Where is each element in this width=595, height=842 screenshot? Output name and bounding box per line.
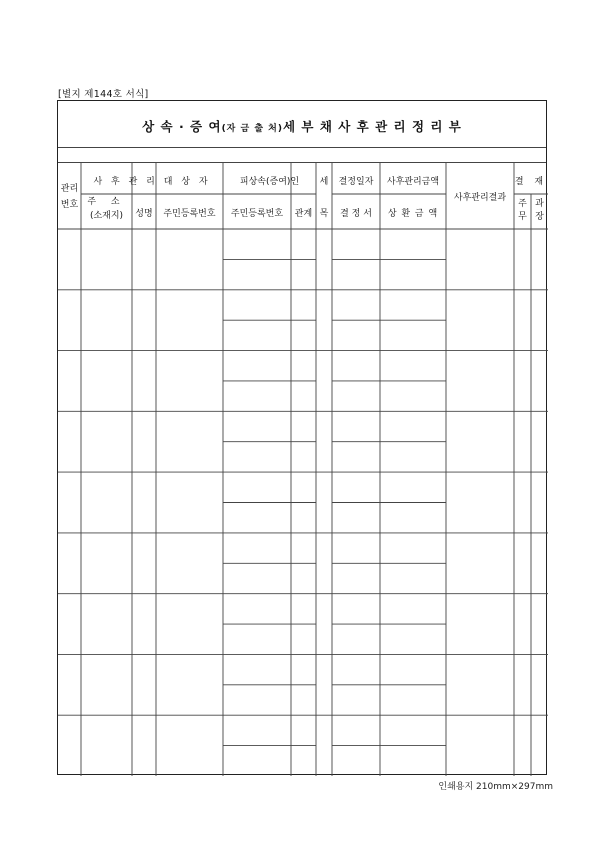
header-decision-doc: 결 정 서 bbox=[340, 209, 372, 219]
title-small: (자 금 출 처) bbox=[221, 124, 283, 134]
header-address-line2: (소재지) bbox=[89, 211, 124, 221]
header-address bbox=[81, 197, 132, 222]
title-suffix: 세 부 채 사 후 관 리 정 리 부 bbox=[282, 119, 462, 134]
header-name: 성명 bbox=[135, 209, 153, 219]
header-approval: 결 재 bbox=[514, 177, 548, 187]
title-prefix: 상 속 · 증 여 bbox=[142, 119, 222, 134]
header-decedent-resident-no: 주민등록번호 bbox=[230, 209, 284, 219]
header-decedent-group: 피상속(증여)인 bbox=[239, 177, 300, 187]
header-tax-line2: 목 bbox=[319, 209, 329, 219]
header-decision-date: 결정일자 bbox=[338, 177, 374, 187]
paper-size-note: 인쇄용지 210mm×297mm bbox=[438, 782, 553, 792]
header-staff-line2: 무 bbox=[518, 212, 527, 222]
header-mgmt-no-line1: 관리 bbox=[60, 184, 79, 194]
header-approval-chief bbox=[531, 199, 548, 223]
header-chief-line1: 과 bbox=[535, 199, 544, 209]
header-chief-line2: 장 bbox=[535, 212, 544, 222]
header-approval-staff bbox=[514, 199, 531, 223]
header-amount-group: 사후관리금액 bbox=[386, 177, 440, 187]
header-resident-no: 주민등록번호 bbox=[163, 209, 216, 219]
header-repay-amount: 상 환 금 액 bbox=[387, 209, 439, 219]
ledger-form bbox=[57, 100, 547, 775]
header-tax-type bbox=[316, 177, 332, 220]
header-tax-line1: 세 bbox=[319, 177, 329, 187]
header-result: 사후관리결과 bbox=[453, 193, 507, 203]
header-staff-line1: 주 bbox=[518, 199, 527, 209]
header-address-line1: 주 소 bbox=[87, 197, 126, 207]
header-target-group: 사 후 관 리 대 상 자 bbox=[93, 177, 211, 187]
form-number: [별지 제144호 서식] bbox=[58, 89, 149, 100]
header-relation: 관계 bbox=[294, 209, 313, 219]
header-mgmt-no bbox=[58, 184, 81, 211]
header-mgmt-no-line2: 번호 bbox=[60, 200, 79, 210]
